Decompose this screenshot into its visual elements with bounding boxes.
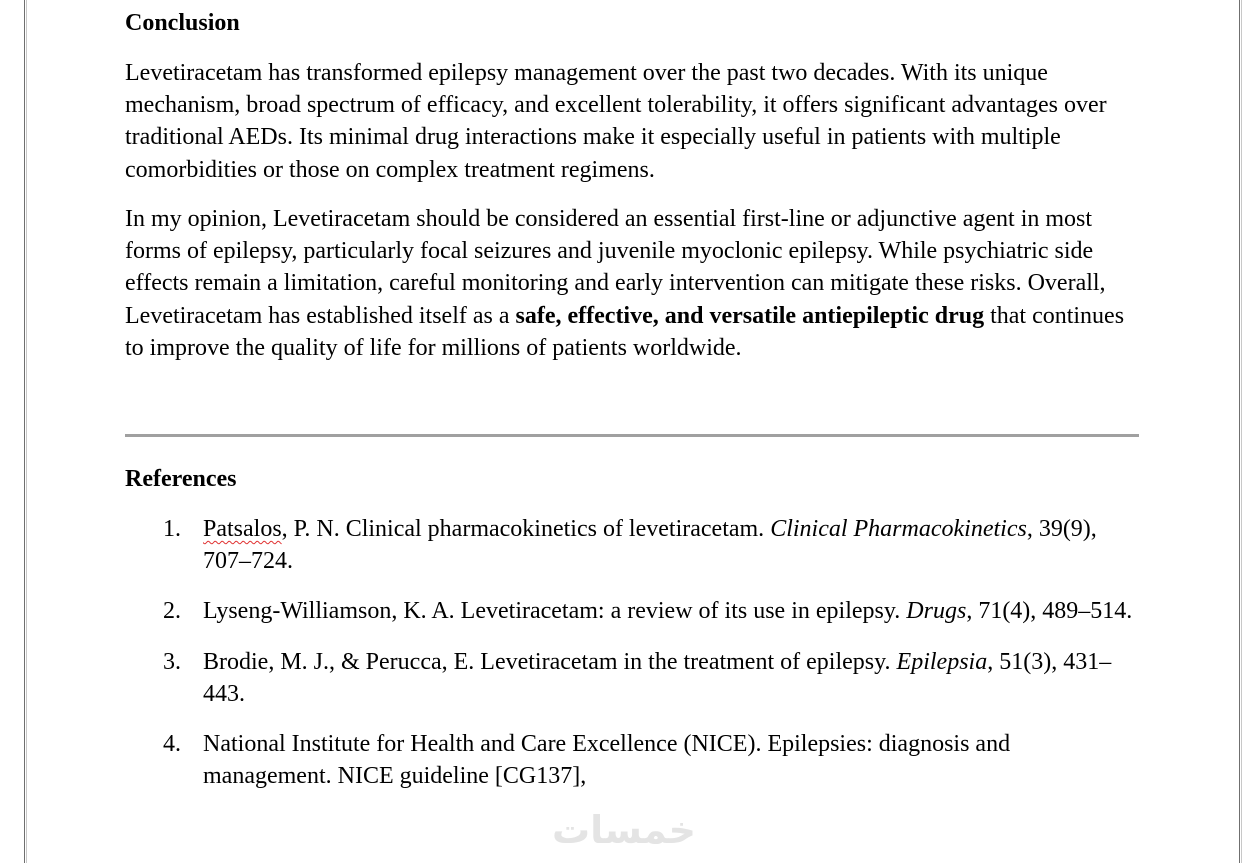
reference-journal: Clinical Pharmacokinetics [770, 516, 1027, 542]
page-edge-right [1239, 0, 1240, 863]
reference-item [125, 595, 1139, 627]
para2-text-start: In my opinion, Levetiracetam should be considered an essential first-line or adjunctive agent in most forms of epilepsy, particularly focal seizures and juvenile myoclonic epilepsy. While psychiatric side effects remain a limitation, careful monitoring and early intervention can mitigate these risks. Overall, Levetiracetam has established itself as a [125, 206, 1106, 329]
reference-item [125, 513, 1139, 577]
reference-journal: Epilepsia [896, 648, 988, 675]
reference-details: , 39(9), 707–724. [203, 516, 1097, 575]
references-list [125, 513, 1139, 810]
reference-journal: Drugs [906, 598, 967, 625]
reference-text: Lyseng-Williamson, K. A. Levetiracetam: a review of its use in epilepsy. [203, 598, 907, 625]
references-heading: References [125, 466, 237, 492]
conclusion-heading: Conclusion [125, 10, 240, 36]
reference-text: Brodie, M. J., & Perucca, E. Levetiracetam in the treatment of epilepsy. [203, 648, 897, 675]
page-edge-left [24, 0, 25, 863]
reference-number: 2. [163, 598, 181, 625]
conclusion-paragraph-1: Levetiracetam has transformed epilepsy management over the past two decades. With its unique mechanism, broad spectrum of efficacy, and excellent tolerability, it offers significant advantages over traditional AEDs. Its minimal drug interactions make it especially useful in patients with multiple comorbidities or those on complex treatment regimens. [125, 60, 1107, 183]
reference-number: 1. [163, 516, 181, 542]
reference-details: , 51(3), 431–443. [203, 648, 1112, 707]
para2-bold-phrase: safe, effective, and versatile antiepileptic drug [515, 302, 985, 329]
reference-details: , 71(4), 489–514. [966, 598, 1133, 625]
reference-number: 4. [163, 731, 181, 758]
horizontal-rule [125, 434, 1139, 437]
reference-text: , P. N. Clinical pharmacokinetics of levetiracetam. [281, 516, 771, 542]
conclusion-paragraph-2 [125, 203, 1139, 364]
para2-text-end: that continues to improve the quality of life for millions of patients worldwide. [125, 302, 1125, 361]
page-edge-right-shadow [1241, 0, 1242, 863]
spellcheck-flagged-word[interactable]: Patsalos [203, 516, 282, 542]
reference-text: National Institute for Health and Care Excellence (NICE). Epilepsies: diagnosis and management. NICE guideline [CG137], [203, 731, 1011, 790]
reference-item [125, 728, 1139, 792]
reference-item [125, 646, 1139, 710]
watermark-logo: خمسات [552, 808, 696, 852]
reference-number: 3. [163, 648, 181, 675]
page-edge-left-shadow [26, 0, 27, 863]
